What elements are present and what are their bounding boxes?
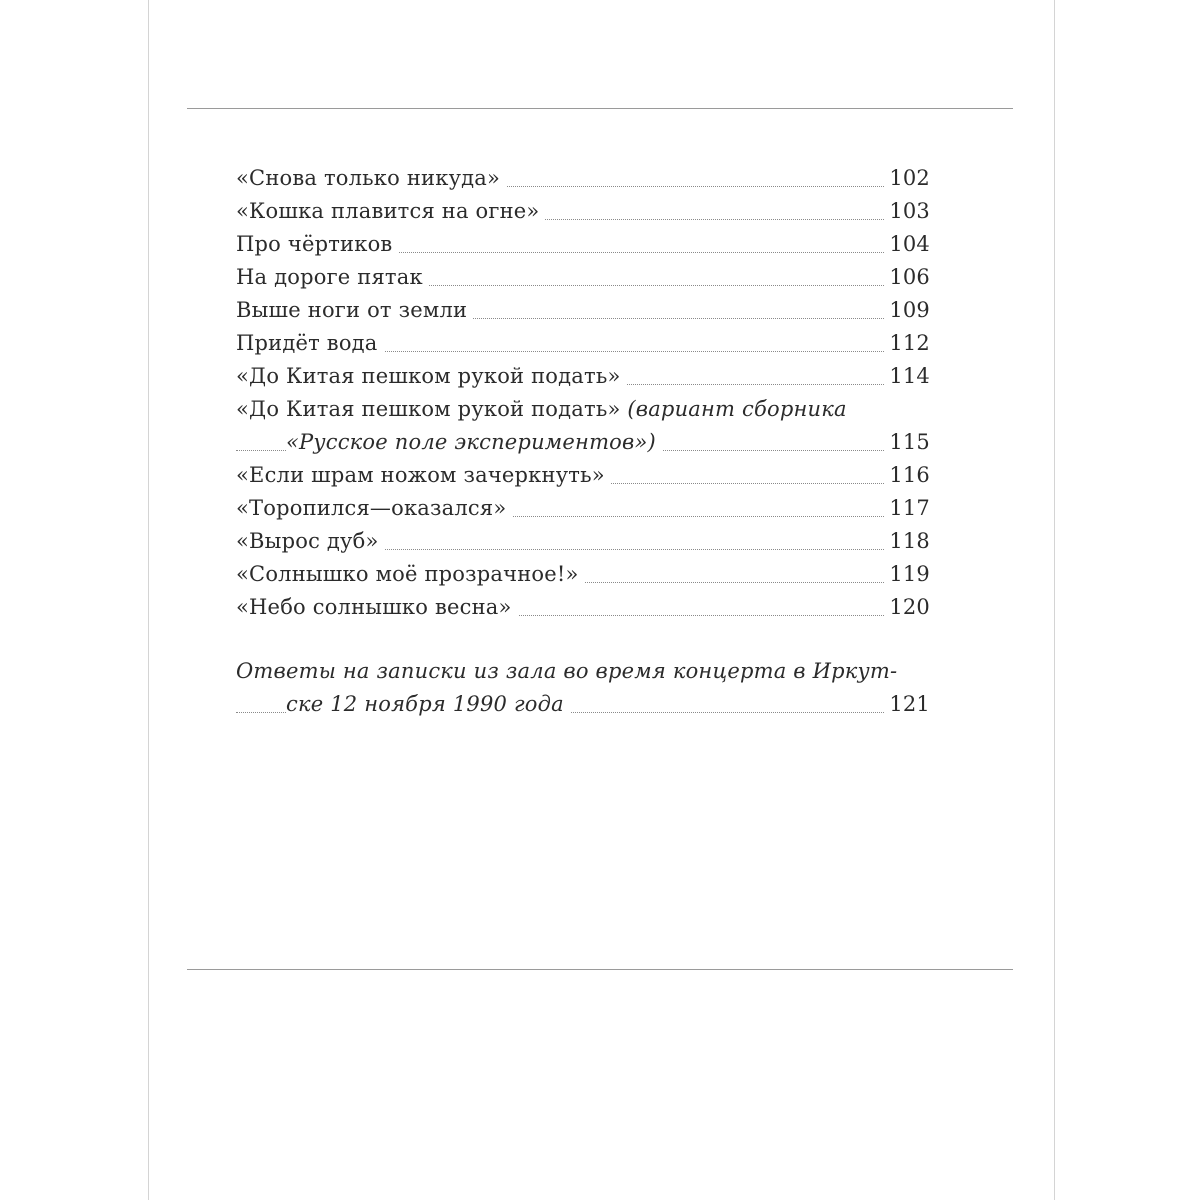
toc-entry-title: «До Китая пешком рукой подать»	[236, 360, 627, 393]
toc-entry-page: 104	[885, 228, 930, 261]
toc-entry-title: «До Китая пешком рукой подать» (вариант сборника	[236, 393, 853, 426]
toc-entry	[236, 360, 930, 393]
bottom-rule	[187, 969, 1013, 970]
toc-entry	[236, 261, 930, 294]
toc-entry-title: «Если шрам ножом зачеркнуть»	[236, 459, 611, 492]
toc-entry-page: 102	[885, 162, 930, 195]
toc-entry	[236, 591, 930, 624]
toc-entry-page: 117	[885, 492, 930, 525]
toc-entry-page: 106	[885, 261, 930, 294]
toc-entry-title: На дороге пятак	[236, 261, 429, 294]
toc-entry-title: Про чёртиков	[236, 228, 398, 261]
toc-entry-title: Выше ноги от земли	[236, 294, 473, 327]
toc-entry-subtitle: (вариант сборника	[620, 397, 847, 421]
toc-final-entry-first-line	[236, 655, 930, 688]
toc-entry-page: 120	[885, 591, 930, 624]
toc-entry	[236, 492, 930, 525]
toc-entry-page: 103	[885, 195, 930, 228]
toc-entry-title: Ответы на записки из зала во время концерта в Иркут-	[236, 655, 903, 688]
toc-entry	[236, 294, 930, 327]
toc-entry-page: 116	[885, 459, 930, 492]
toc-entry-title: «Солнышко моё прозрачное!»	[236, 558, 585, 591]
toc-entry-title: Придёт вода	[236, 327, 384, 360]
toc-entry-title: «Русское поле экспериментов»)	[286, 426, 662, 459]
toc-entry-page: 114	[885, 360, 930, 393]
toc-entry-page: 112	[885, 327, 930, 360]
toc-entry-page: 121	[885, 688, 930, 721]
toc-entry-page: 119	[885, 558, 930, 591]
toc-entry	[236, 525, 930, 558]
toc-final-entry-continuation	[236, 688, 930, 721]
top-rule	[187, 108, 1013, 109]
table-of-contents	[236, 162, 930, 721]
toc-entry	[236, 327, 930, 360]
toc-entry-page: 118	[885, 525, 930, 558]
toc-entry-page: 109	[885, 294, 930, 327]
toc-entry-first-line	[236, 393, 930, 426]
toc-entry-title: «Небо солнышко весна»	[236, 591, 518, 624]
toc-entry	[236, 195, 930, 228]
toc-entry-continuation	[236, 426, 930, 459]
toc-entry	[236, 459, 930, 492]
toc-entry-title: «Торопился—оказался»	[236, 492, 512, 525]
toc-entry	[236, 558, 930, 591]
toc-entry	[236, 162, 930, 195]
toc-entry	[236, 228, 930, 261]
toc-entry-page: 115	[885, 426, 930, 459]
toc-entry-title: «Снова только никуда»	[236, 162, 506, 195]
toc-entry-title: ске 12 ноября 1990 года	[286, 688, 570, 721]
toc-entry-title: «Кошка плавится на огне»	[236, 195, 545, 228]
toc-entry-title: «Вырос дуб»	[236, 525, 385, 558]
